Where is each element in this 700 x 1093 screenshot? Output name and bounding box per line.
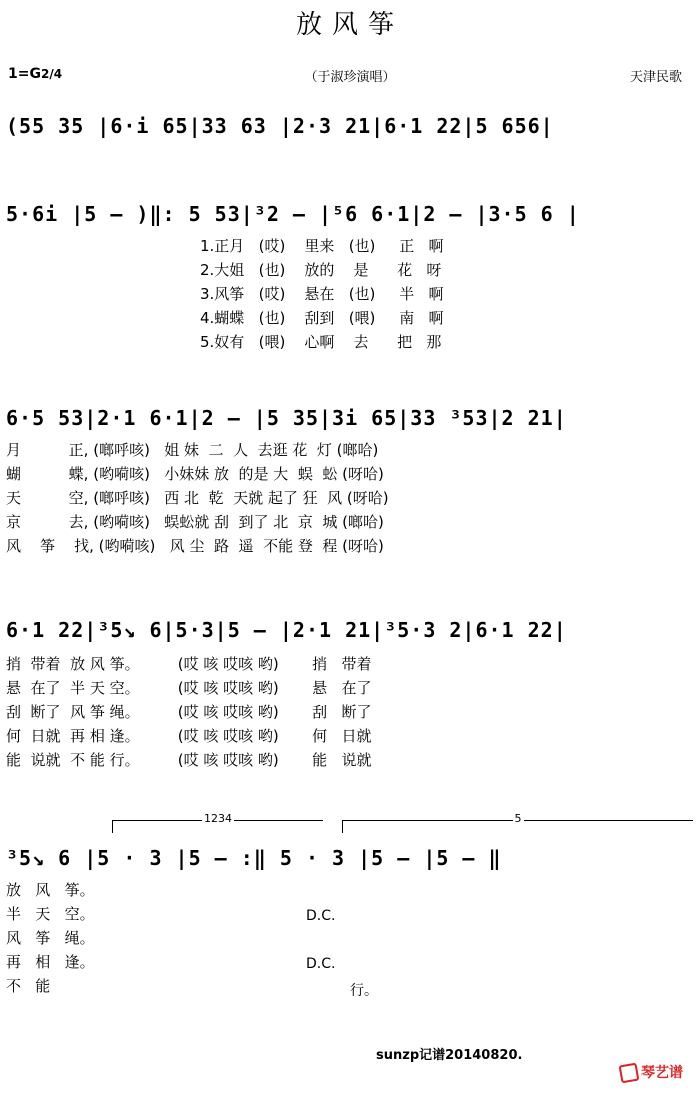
verse-line: 捎 带着 放 风 筝。 (哎 咳 哎咳 哟) 捎 带着 [6,655,372,673]
verse-line: 1.正月 (哎) 里来 (也) 正 啊 [200,237,444,255]
site-logo: 琴艺谱 [620,1062,683,1082]
verse-line: 4.蝴蝶 (也) 刮到 (喂) 南 啊 [200,309,444,327]
verse-line: 放 风 筝。 [6,881,95,899]
score-line-1: (55 35 |6·i 65|33 63 |2·3 21|6·1 22|5 656| [6,114,554,138]
song-origin: 天津民歌 [629,70,682,85]
verses-block-2 [6,438,696,558]
song-title: 放风筝 [295,10,404,40]
verse-line: 半 天 空。 [6,905,95,923]
verse-line: 不 能 [6,977,51,995]
verse-line: 2.大姐 (也) 放的 是 花 呀 [200,261,442,279]
key-signature: 1=G2/4 [8,66,63,82]
second-ending-bracket: 5 [342,820,693,833]
final-lyric: 行。 [350,983,378,999]
time-signature: 2/4 [40,67,63,81]
verse-line: 风 筝 找, (哟嗬咳) 风 尘 路 遥 不能 登 程 (呀哈) [6,537,384,555]
verse-line: 能 说就 不 能 行。 (哎 咳 哎咳 哟) 能 说就 [6,751,372,769]
score-line-5: ³5↘ 6 |5 · 3 |5 – :‖ 5 · 3 |5 – |5 – ‖ [6,846,502,870]
verse-line: 刮 断了 风 筝 绳。 (哎 咳 哎咳 哟) 刮 断了 [6,703,372,721]
verse-line: 月 正, (啷呼咳) 姐 妹 二 人 去逛 花 灯 (啷哈) [6,441,379,459]
dc-marker: D.C. [306,908,336,924]
transcriber-credit: sunzp记谱20140820. [376,1048,523,1063]
dc-marker: D.C. [306,956,336,972]
logo-icon [619,1063,640,1084]
performer: （于淑珍演唱） [304,70,396,85]
verse-line: 5.奴有 (喂) 心啊 去 把 那 [200,333,442,351]
verse-line: 京 去, (哟嗬咳) 蜈蚣就 刮 到了 北 京 城 (啷哈) [6,513,384,531]
score-line-3: 6·5 53|2·1 6·1|2 – |5 35|3i 65|33 ³53|2 21| [6,406,567,430]
first-ending-bracket: 1234 [112,820,323,833]
score-line-2: 5·6i |5 – )‖: 5 53|³2 – |⁵6 6·1|2 – |3·5 6 | [6,202,580,226]
verse-line: 风 筝 绳。 [6,929,95,947]
verse-line: 何 日就 再 相 逢。 (哎 咳 哎咳 哟) 何 日就 [6,727,372,745]
verses-block-3 [6,652,696,772]
verse-line: 悬 在了 半 天 空。 (哎 咳 哎咳 哟) 悬 在了 [6,679,372,697]
score-line-4: 6·1 22|³5↘ 6|5·3|5 – |2·1 21|³5·3 2|6·1 22| [6,618,567,642]
verses-block-1 [200,234,690,354]
verse-line: 3.风筝 (哎) 悬在 (也) 半 啊 [200,285,444,303]
verse-line: 蝴 蝶, (哟嗬咳) 小妹妹 放 的是 大 蜈 蚣 (呀哈) [6,465,384,483]
verse-line: 天 空, (啷呼咳) 西 北 乾 天就 起了 狂 风 (呀哈) [6,489,389,507]
verse-line: 再 相 逢。 [6,953,95,971]
